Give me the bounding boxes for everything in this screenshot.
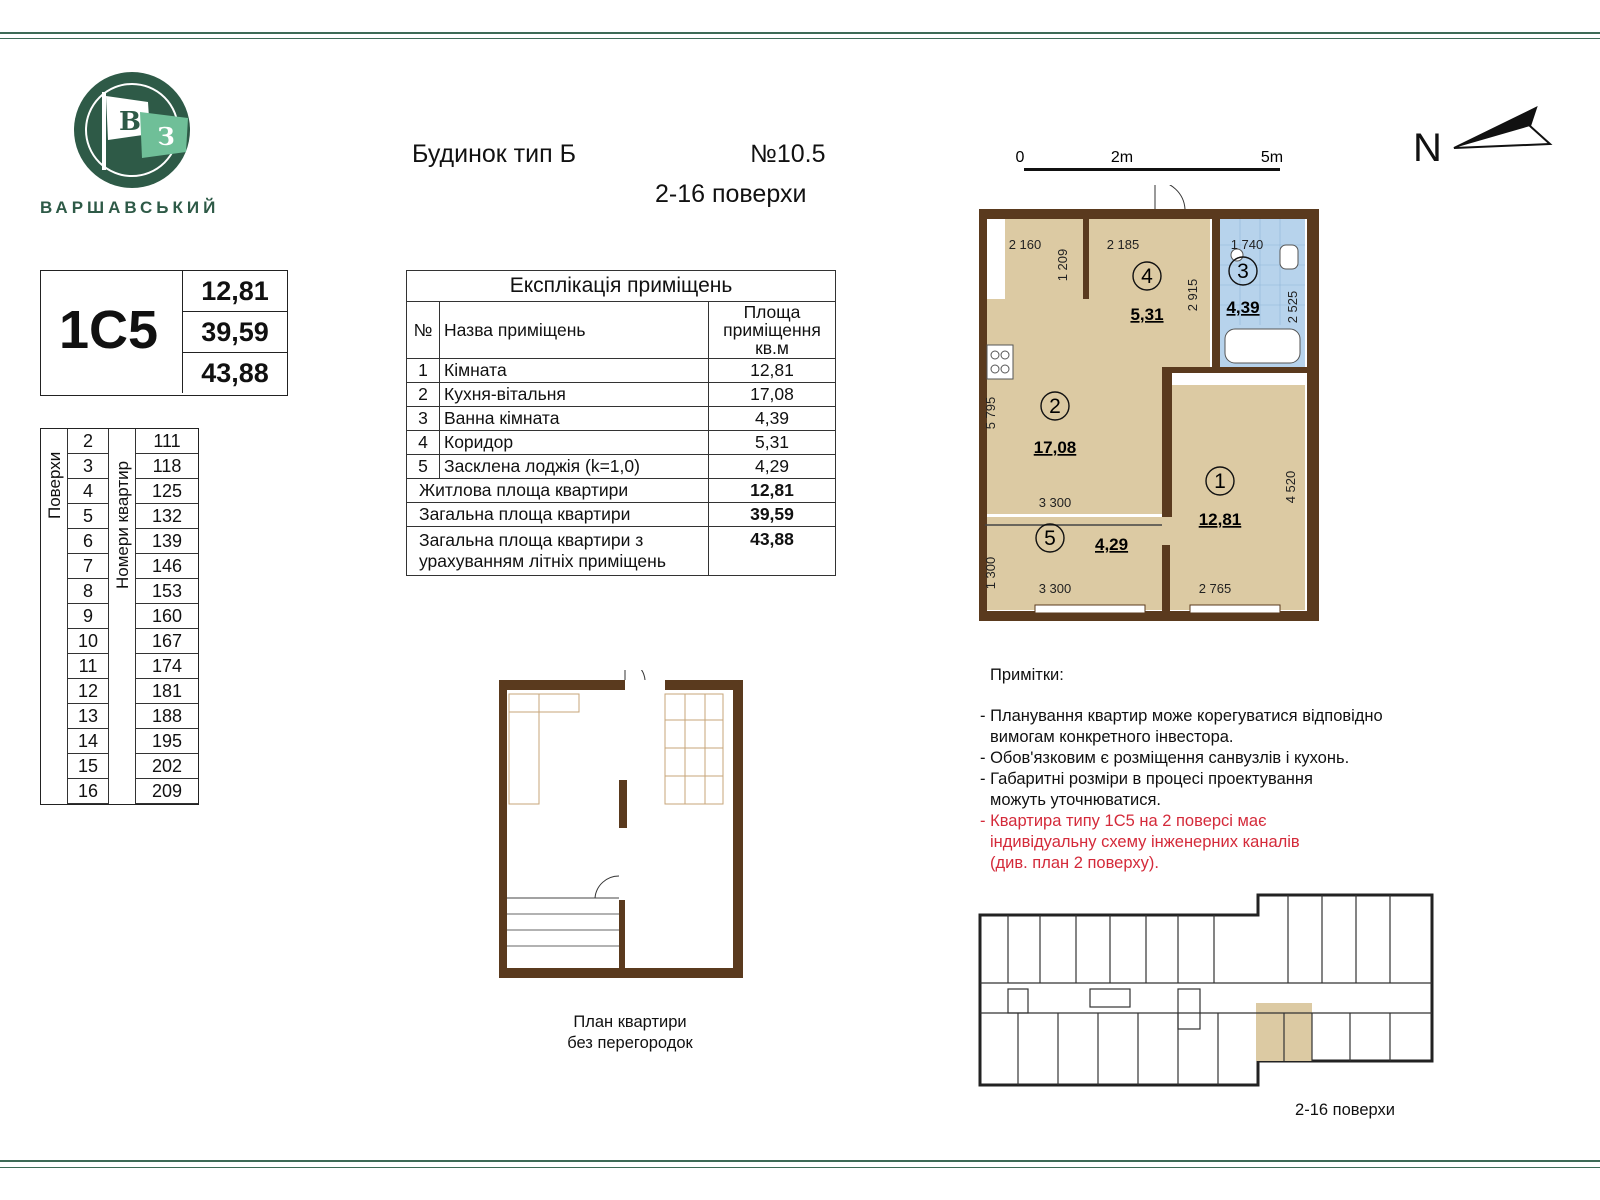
row-name: Ванна кімната [440, 407, 709, 431]
total-area: 39,59 [709, 503, 836, 527]
building-number: №10.5 [750, 140, 826, 168]
north-arrow-icon [1450, 104, 1560, 154]
row-name: Кухня-вітальня [440, 383, 709, 407]
row-num: 1 [407, 359, 440, 383]
room-area: 4,29 [1095, 535, 1129, 554]
room-area: 12,81 [1198, 510, 1242, 529]
row-name: Коридор [440, 431, 709, 455]
total-area: 43,88 [709, 527, 836, 576]
table-row [407, 407, 836, 431]
apartment-number: 209 [136, 779, 198, 804]
dimension-label: 4 520 [1283, 470, 1298, 504]
floor-number: 14 [68, 729, 108, 754]
note-line: вимогам конкретного інвестора. [990, 728, 1234, 746]
apartment-number: 188 [136, 704, 198, 729]
room-number: 3 [1237, 260, 1249, 283]
scale-label-0: 0 [1015, 149, 1025, 166]
scale-label-2m: 2m [1110, 149, 1134, 166]
apartment-number: 195 [136, 729, 198, 754]
row-num: 4 [407, 431, 440, 455]
bottom-rule [0, 1160, 1600, 1162]
floor-number: 16 [68, 779, 108, 804]
floor-number: 3 [68, 454, 108, 479]
table-row [407, 455, 836, 479]
floor-number: 7 [68, 554, 108, 579]
dimension-label: 2 765 [1198, 581, 1232, 596]
row-num: 2 [407, 383, 440, 407]
open-plan-caption-line1: План квартири [573, 1013, 687, 1031]
note-line: - Обов'язковим є розміщення санвузлів і кухонь. [980, 749, 1350, 767]
logo-letter-2: З [157, 122, 175, 151]
note-red-line: (див. план 2 поверху). [990, 854, 1159, 872]
room-number: 4 [1141, 265, 1153, 288]
dimension-label: 2 185 [1106, 237, 1140, 252]
row-name: Кімната [440, 359, 709, 383]
total-area: 12,81 [709, 479, 836, 503]
building-type: Будинок тип Б [412, 140, 576, 168]
dimension-label: 3 300 [1038, 581, 1072, 596]
floor-number: 13 [68, 704, 108, 729]
floors-table [40, 428, 199, 805]
floor-number: 10 [68, 629, 108, 654]
brand-logo [70, 68, 210, 198]
note-line: можуть уточнюватися. [990, 791, 1162, 809]
dimension-label: 2 160 [1008, 237, 1042, 252]
scale-bar [1010, 140, 1310, 180]
dimension-label: 1 300 [983, 556, 998, 590]
row-num: 5 [407, 455, 440, 479]
north-label: N [1413, 126, 1442, 170]
header-name: Назва приміщень [440, 302, 709, 359]
open-plan [495, 670, 755, 980]
total-area-summer-value: 43,88 [182, 353, 287, 393]
row-area: 4,39 [709, 407, 836, 431]
total-name: Загальна площа квартири з урахуванням літніх приміщень [407, 527, 709, 576]
scale-label-5m: 5m [1260, 149, 1284, 166]
living-area-value: 12,81 [182, 271, 287, 312]
explication-table [406, 270, 836, 576]
dimension-label: 1 740 [1230, 237, 1264, 252]
apartment-number: 167 [136, 629, 198, 654]
floor-number: 11 [68, 654, 108, 679]
total-row [407, 527, 836, 576]
total-row [407, 503, 836, 527]
notes-list [980, 706, 1450, 874]
logo-letter-1: В [119, 107, 141, 137]
open-plan-caption-line2: без перегородок [567, 1034, 693, 1052]
apartment-number: 125 [136, 479, 198, 504]
apts-label: Номери квартир [113, 460, 132, 589]
row-name: Засклена лоджія (k=1,0) [440, 455, 709, 479]
open-plan-caption [530, 1012, 730, 1054]
total-area-value: 39,59 [182, 312, 287, 353]
apartment-plan [975, 185, 1335, 625]
floors-range: 2-16 поверхи [655, 180, 807, 208]
table-row [407, 431, 836, 455]
apartment-number: 139 [136, 529, 198, 554]
table-row [407, 359, 836, 383]
room-area: 17,08 [1033, 438, 1077, 457]
dimension-label: 2 525 [1285, 290, 1300, 324]
header-num: № [407, 302, 440, 359]
apartment-number: 146 [136, 554, 198, 579]
dimension-label: 5 795 [983, 396, 998, 430]
header-area: Площа приміщення кв.м [709, 302, 836, 359]
apartment-number: 153 [136, 579, 198, 604]
top-rule [0, 32, 1600, 34]
floor-number: 2 [68, 429, 108, 454]
explication-title: Експлікація приміщень [407, 271, 836, 302]
bottom-rule-thin [0, 1167, 1600, 1168]
floor-number: 4 [68, 479, 108, 504]
total-row [407, 479, 836, 503]
dimension-label: 1 209 [1055, 248, 1070, 282]
row-area: 4,29 [709, 455, 836, 479]
apartment-type-box [40, 270, 288, 396]
room-number: 5 [1044, 527, 1056, 550]
row-num: 3 [407, 407, 440, 431]
top-rule-thin [0, 38, 1600, 39]
total-name: Загальна площа квартири [407, 503, 709, 527]
row-area: 17,08 [709, 383, 836, 407]
floor-number: 5 [68, 504, 108, 529]
building-floor-plan [978, 893, 1434, 1087]
row-area: 5,31 [709, 431, 836, 455]
floor-plan-caption: 2-16 поверхи [1295, 1101, 1395, 1119]
row-area: 12,81 [709, 359, 836, 383]
note-red-line: індивідуальну схему інженерних каналів [990, 833, 1300, 851]
floors-label: Поверхи [45, 451, 64, 519]
notes-title: Примітки: [990, 666, 1064, 684]
floor-number: 12 [68, 679, 108, 704]
room-area: 4,39 [1226, 298, 1260, 317]
note-line: - Габаритні розміри в процесі проектування [980, 770, 1313, 788]
floor-number: 9 [68, 604, 108, 629]
room-area: 5,31 [1130, 305, 1164, 324]
room-number: 1 [1214, 470, 1226, 493]
table-row [407, 383, 836, 407]
floor-number: 6 [68, 529, 108, 554]
apartment-number: 202 [136, 754, 198, 779]
total-name: Житлова площа квартири [407, 479, 709, 503]
dimension-label: 3 300 [1038, 495, 1072, 510]
room-number: 2 [1049, 395, 1061, 418]
apartment-number: 132 [136, 504, 198, 529]
apartment-number: 111 [136, 429, 198, 454]
floor-number: 8 [68, 579, 108, 604]
apartment-type: 1С5 [59, 300, 159, 360]
note-red-line: - Квартира типу 1С5 на 2 поверсі має [980, 812, 1267, 830]
note-line: - Планування квартир може корегуватися відповідно [980, 707, 1383, 725]
apartment-number: 181 [136, 679, 198, 704]
apartment-number: 118 [136, 454, 198, 479]
apartment-number: 160 [136, 604, 198, 629]
brand-name: ВАРШАВСЬКИЙ [40, 198, 220, 217]
apartment-number: 174 [136, 654, 198, 679]
dimension-label: 2 915 [1185, 278, 1200, 312]
floor-number: 15 [68, 754, 108, 779]
